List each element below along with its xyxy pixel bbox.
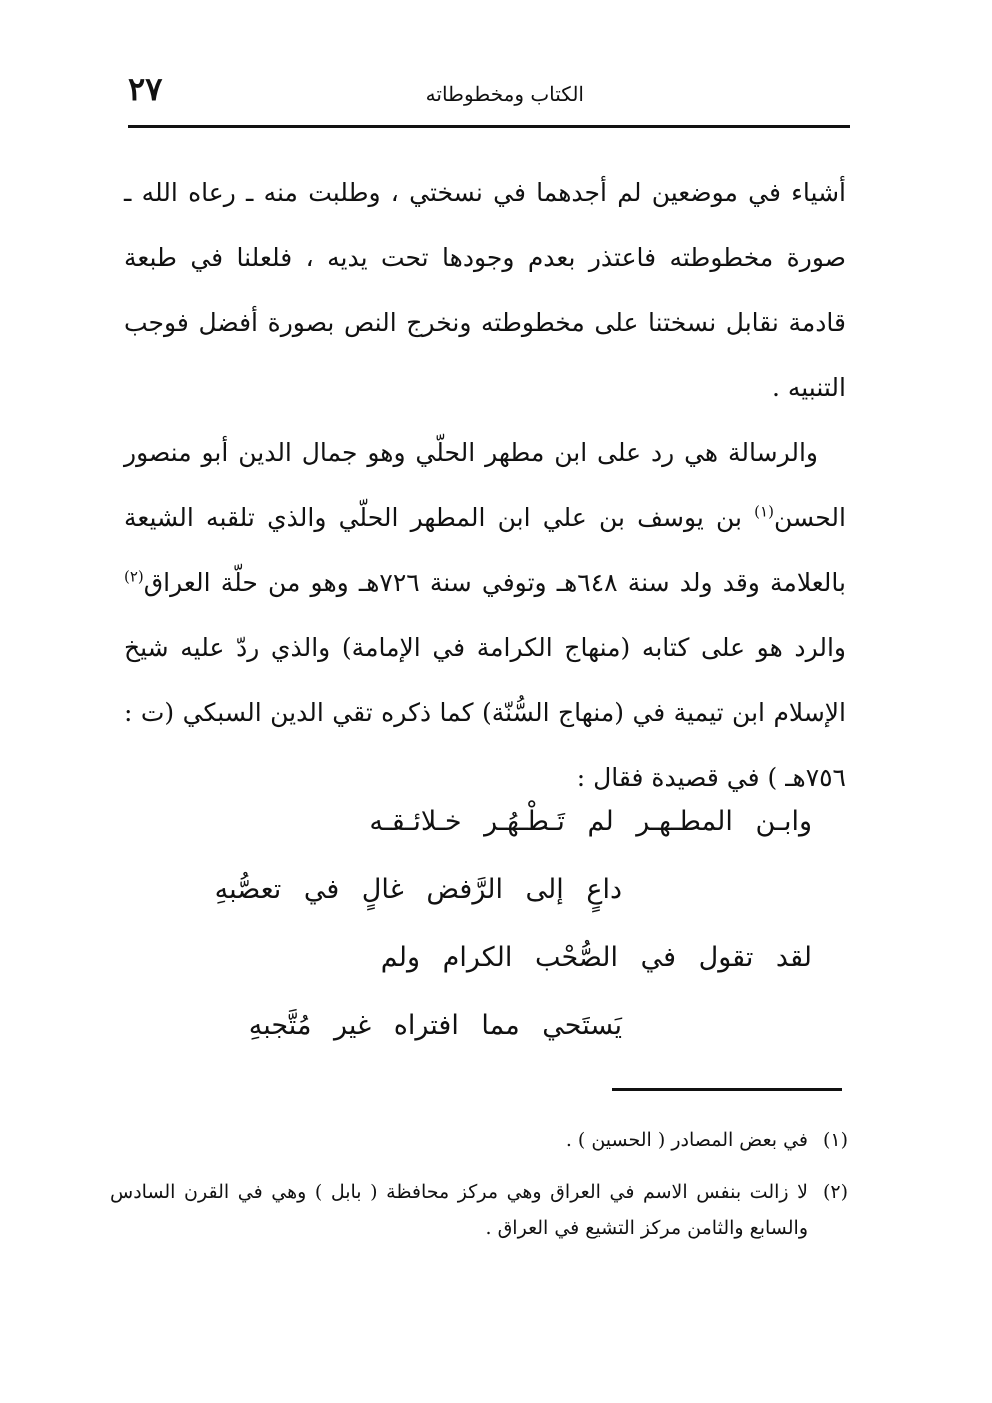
running-title: الكتاب ومخطوطاته <box>425 82 584 106</box>
paragraph-2-part-a: والرسالة هي رد على ابن مطهر الحلّي وهو جمال الدين أبو منصور الحسن <box>124 438 846 532</box>
verse-2: داعٍ إلى الرَّفض غالٍ في تعصُّبهِ <box>214 874 622 905</box>
footnote-rule <box>612 1088 842 1091</box>
header-rule <box>128 125 850 128</box>
footnote-ref-1[interactable]: (١) <box>754 502 774 521</box>
paragraph-2 <box>124 420 846 810</box>
body-text <box>124 160 846 810</box>
footnote-ref-2[interactable]: (٢) <box>124 567 144 586</box>
paragraph-1: أشياء في موضعين لم أجدهما في نسختي ، وطلبت منه ـ رعاه الله ـ صورة مخطوطته فاعتذر بعدم وجودها تحت يديه ، فلعلنا في طبعة قادمة نقابل نسختنا على مخطوطته ونخرج النص بصورة أفضل فوجب التنبيه . <box>124 178 846 402</box>
verse-1: وابـن المطـهـر لم تَـطْـهُـر خـلائـقـه <box>369 806 812 837</box>
footnote-1 <box>110 1122 848 1158</box>
paragraph-2-part-b: بن يوسف بن علي ابن المطهر الحلّي والذي تلقبه الشيعة بالعلامة وقد ولد سنة ٦٤٨هـ وتوفي سنة ٧٢٦هـ وهو من حلّة العراق <box>124 503 846 597</box>
footnote-text: في بعض المصادر ( الحسين ) . <box>565 1129 808 1151</box>
footnote-2 <box>110 1174 848 1246</box>
footnote-number: (١) <box>822 1129 848 1151</box>
verse-4: يَستَحي مما افتراه غير مُتَّجبهِ <box>248 1010 622 1041</box>
footnotes <box>110 1122 848 1262</box>
footnote-text: لا زالت بنفس الاسم في العراق وهي مركز محافظة ( بابل ) وهي في القرن السادس والسابع والثامن مركز التشيع في العراق . <box>110 1181 808 1239</box>
verse-3: لقد تقول في الصُّحْب الكرام ولم <box>380 942 812 973</box>
footnote-number: (٢) <box>822 1181 848 1203</box>
paragraph-2-part-c: والرد هو على كتابه (منهاج الكرامة في الإمامة) والذي ردّ عليه شيخ الإسلام ابن تيمية في (منهاج السُّنّة) كما ذكره تقي الدين السبكي (ت : ٧٥٦هـ ) في قصيدة فقال : <box>124 633 846 792</box>
page-number: ٢٧ <box>128 70 163 108</box>
